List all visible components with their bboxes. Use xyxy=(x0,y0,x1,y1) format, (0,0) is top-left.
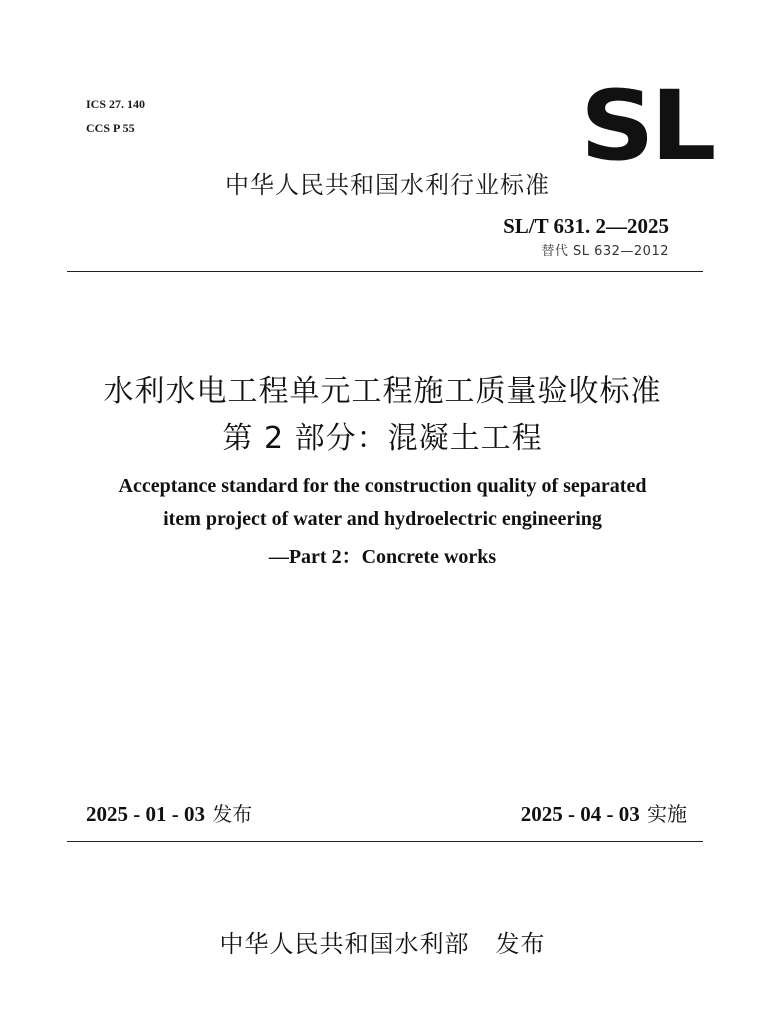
english-title-line-3: —Part 2：Concrete works xyxy=(268,546,497,568)
issue-date-value: 2025 - 01 - 03 xyxy=(86,802,205,826)
top-divider xyxy=(67,271,703,272)
implementation-date-value: 2025 - 04 - 03 xyxy=(520,802,640,826)
issue-date xyxy=(86,798,252,827)
publisher-name: 中华人民共和国水利部 xyxy=(219,930,470,958)
standard-number: SL/T 631. 2—2025 xyxy=(503,214,669,238)
sl-logo: SL xyxy=(580,70,713,182)
ccs-code: CCS P 55 xyxy=(86,121,135,135)
ics-code: ICS 27. 140 xyxy=(86,97,146,111)
english-title-line-1: Acceptance standard for the construction quality of separated xyxy=(118,475,647,497)
publisher-action: 发布 xyxy=(495,930,546,958)
issue-date-label: 发布 xyxy=(212,802,253,826)
chinese-title-line-1: 水利水电工程单元工程施工质量验收标准 xyxy=(103,374,662,409)
replaces-note: 替代 SL 632—2012 xyxy=(541,244,669,259)
bottom-divider xyxy=(67,841,703,842)
publisher-line xyxy=(0,924,765,959)
english-title-line-2: item project of water and hydroelectric engineering xyxy=(163,508,602,530)
implementation-date-label: 实施 xyxy=(647,802,687,826)
industry-standard-heading: 中华人民共和国水利行业标准 xyxy=(225,171,550,199)
implementation-date xyxy=(521,798,687,827)
chinese-title-line-2: 第 2 部分：混凝土工程 xyxy=(222,421,543,456)
classification-codes xyxy=(86,92,145,140)
